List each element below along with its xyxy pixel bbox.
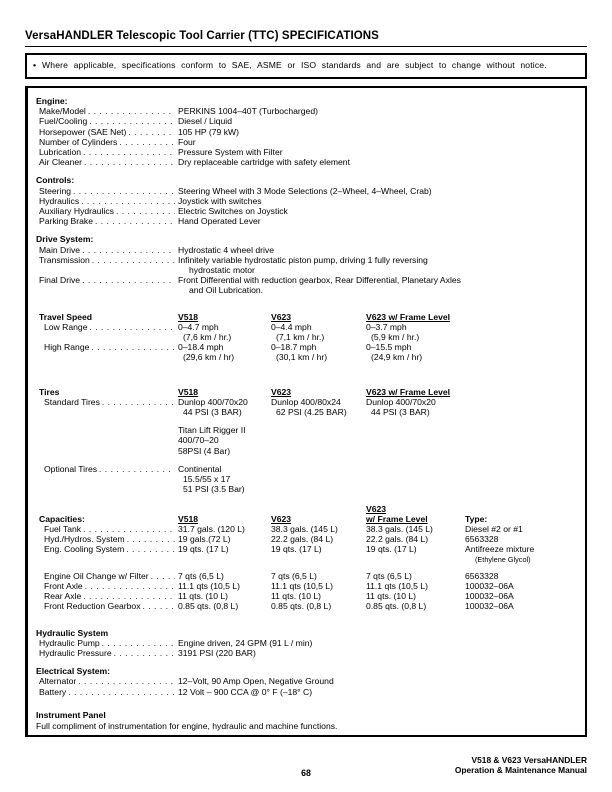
spec-label bbox=[36, 206, 178, 216]
cell-line: 0–4.4 mph bbox=[271, 321, 312, 332]
row-label-text: Front Reduction Gearbox bbox=[44, 601, 141, 612]
row-label-text: Eng. Cooling System bbox=[44, 544, 125, 555]
controls-section bbox=[36, 175, 579, 226]
row-label bbox=[36, 581, 178, 591]
section-heading: Controls: bbox=[36, 175, 75, 186]
col-header-type: Type: bbox=[465, 513, 488, 524]
travel-speed-table bbox=[36, 312, 579, 363]
spec-label-text: Transmission bbox=[39, 254, 90, 265]
dot-leader bbox=[102, 397, 175, 417]
spec-value-line: and Oil Lubrication. bbox=[189, 285, 264, 296]
row-label bbox=[36, 504, 178, 514]
dot-leader bbox=[102, 638, 175, 648]
section-heading: Drive System: bbox=[36, 234, 94, 245]
cell-line: (Ethylene Glycol) bbox=[475, 554, 531, 564]
drive-system-section bbox=[36, 234, 579, 295]
col-header-v623-frame-level: V623 w/ Frame Level bbox=[366, 311, 451, 322]
cell-type: 100032–06A bbox=[465, 601, 514, 612]
table-row bbox=[36, 524, 579, 534]
spec-value-line: hydrostatic motor bbox=[189, 265, 255, 276]
cell-v518: 19 gals.(72 L) bbox=[178, 534, 231, 545]
spec-label bbox=[36, 687, 178, 697]
spec-value: Dry replaceable cartridge with safety element bbox=[178, 157, 350, 168]
title-rule bbox=[25, 46, 587, 47]
col-header-v623: V623 bbox=[271, 386, 292, 397]
dot-leader bbox=[82, 245, 175, 255]
cell-type: 100032–06A bbox=[465, 580, 514, 591]
cell-v518: 11.1 qts (10,5 L) bbox=[178, 580, 240, 591]
table-title-cell bbox=[36, 312, 178, 322]
cell-v623: 22.2 gals. (84 L) bbox=[271, 534, 334, 545]
table-title: Travel Speed bbox=[39, 311, 93, 322]
table-row bbox=[36, 322, 579, 342]
spec-label bbox=[36, 676, 178, 686]
spec-value: Electric Switches on Joystick bbox=[178, 206, 288, 217]
spec-row bbox=[36, 687, 579, 697]
dot-leader bbox=[119, 137, 175, 147]
cell-titan bbox=[178, 425, 579, 456]
cell-v623: 11 qts. (10 L) bbox=[271, 591, 321, 602]
cell-line: 44 PSI (3 BAR) bbox=[371, 407, 430, 418]
table-row bbox=[36, 534, 579, 544]
cell-line: 0–3.7 mph bbox=[366, 321, 407, 332]
spec-value bbox=[178, 255, 579, 275]
dot-leader bbox=[99, 464, 175, 495]
spec-label-text: Auxiliary Hydraulics bbox=[39, 206, 114, 217]
spec-label bbox=[36, 275, 178, 295]
spec-label-text: Number of Cylinders bbox=[39, 136, 118, 147]
cell-line: Dunlop 400/80x24 bbox=[271, 396, 341, 407]
engine-section bbox=[36, 96, 579, 167]
table-title-cell bbox=[36, 387, 178, 397]
dot-leader bbox=[126, 544, 175, 564]
spec-label-text: Hydraulic Pump bbox=[39, 637, 100, 648]
cell-line: 62 PSI (4.25 BAR) bbox=[276, 407, 347, 418]
spec-label bbox=[36, 196, 178, 206]
page-title: VersaHANDLER Telescopic Tool Carrier (TTC) SPECIFICATIONS bbox=[25, 30, 379, 42]
spec-label-text: Fuel/Cooling bbox=[39, 116, 88, 127]
spec-row bbox=[36, 137, 579, 147]
spec-label-text: Main Drive bbox=[39, 244, 81, 255]
cell-line: (7,6 km / hr.) bbox=[183, 332, 232, 343]
tires-table bbox=[36, 387, 579, 495]
spec-row bbox=[36, 275, 579, 295]
notice-box bbox=[25, 53, 587, 79]
cell-v623 bbox=[271, 397, 366, 417]
spec-label-text: Alternator bbox=[39, 676, 77, 687]
col-header-frame-level: w/ Frame Level bbox=[366, 513, 428, 524]
dot-leader bbox=[85, 581, 175, 591]
notice-text: Where applicable, specifications conform to SAE, ASME or ISO standards and are subject to change without notice. bbox=[42, 60, 547, 70]
cell-line: Dunlop 400/70x20 bbox=[178, 396, 248, 407]
table-row bbox=[36, 591, 579, 601]
cell-v623-frame-level: 38.3 gals. (145 L) bbox=[366, 523, 433, 534]
hydraulic-system-section bbox=[36, 628, 579, 659]
row-label bbox=[36, 464, 178, 495]
spec-row bbox=[36, 638, 579, 648]
spec-label-text: Hydraulic Pressure bbox=[39, 647, 112, 658]
spec-row bbox=[36, 216, 579, 226]
spec-label-text: Lubrication bbox=[39, 147, 82, 158]
spec-label-text: Steering bbox=[39, 185, 72, 196]
cell-type: Diesel #2 or #1 bbox=[465, 523, 523, 534]
spec-value: 12 Volt – 900 CCA @ 0° F (–18° C) bbox=[178, 686, 313, 697]
cell-line: 44 PSI (3 BAR) bbox=[183, 407, 242, 418]
spec-label bbox=[36, 106, 178, 116]
spec-row bbox=[36, 255, 579, 275]
table-pre-header-row bbox=[36, 504, 579, 514]
spec-value: Pressure System with Filter bbox=[178, 147, 283, 158]
cell-line: (7,1 km / hr.) bbox=[276, 332, 325, 343]
spec-value: 3191 PSI (220 BAR) bbox=[178, 647, 256, 658]
footer-line: V518 & V623 VersaHANDLER bbox=[471, 755, 587, 765]
section-heading: Hydraulic System bbox=[36, 627, 109, 638]
spec-label bbox=[36, 137, 178, 147]
col-header-v518: V518 bbox=[178, 311, 199, 322]
spec-value: Hydrostatic 4 wheel drive bbox=[178, 244, 275, 255]
spec-row bbox=[36, 206, 579, 216]
spec-label bbox=[36, 186, 178, 196]
cell-v623-frame-level: 19 qts. (17 L) bbox=[366, 544, 417, 555]
table-row bbox=[36, 601, 579, 611]
spec-row bbox=[36, 186, 579, 196]
spec-row bbox=[36, 106, 579, 116]
spec-label bbox=[36, 147, 178, 157]
spec-label-text: Air Cleaner bbox=[39, 157, 82, 168]
bullet-icon: • bbox=[33, 60, 37, 70]
spec-value bbox=[178, 275, 579, 295]
cell-v623-frame-level: 0.85 qts. (0,8 L) bbox=[366, 601, 427, 612]
spec-row bbox=[36, 116, 579, 126]
dot-leader bbox=[78, 676, 175, 686]
table-row bbox=[36, 464, 579, 495]
table-row bbox=[36, 581, 579, 591]
row-label bbox=[36, 425, 178, 456]
col-header-v518: V518 bbox=[178, 513, 199, 524]
cell-v623-frame-level: 11.1 qts (10,5 L) bbox=[366, 580, 428, 591]
electrical-system-section bbox=[36, 666, 579, 697]
cell-type bbox=[465, 504, 579, 514]
cell-v518: 11 qts. (10 L) bbox=[178, 591, 228, 602]
cell-line: (29,6 km / hr) bbox=[183, 352, 235, 363]
cell-optional bbox=[178, 464, 579, 495]
cell-v518: 0.85 qts. (0,8 L) bbox=[178, 601, 239, 612]
dot-leader bbox=[114, 648, 175, 658]
cell-line: 0–4.7 mph bbox=[178, 321, 219, 332]
table-row bbox=[36, 544, 579, 564]
cell-v623-frame-level bbox=[366, 342, 465, 362]
cell-v518: 31.7 gals. (120 L) bbox=[178, 523, 245, 534]
spec-box bbox=[25, 86, 587, 737]
dot-leader bbox=[81, 196, 175, 206]
spec-label bbox=[36, 127, 178, 137]
page-number: 68 bbox=[301, 768, 311, 778]
spec-row bbox=[36, 245, 579, 255]
row-label bbox=[36, 571, 178, 581]
dot-leader bbox=[127, 534, 175, 544]
cell-v623 bbox=[271, 342, 366, 362]
instrument-panel-text: Full compliment of instrumentation for engine, hydraulic and machine functions. bbox=[36, 720, 338, 731]
cell-v623 bbox=[271, 504, 366, 514]
cell-v623-frame-level: 11 qts. (10 L) bbox=[366, 591, 416, 602]
dot-leader bbox=[92, 255, 175, 275]
cell-line: Antifreeze mixture bbox=[465, 544, 535, 555]
spec-label-text: Parking Brake bbox=[39, 216, 93, 227]
col-header-v623: V623 bbox=[271, 311, 292, 322]
table-header-row bbox=[36, 514, 579, 524]
spec-value-line: Front Differential with reduction gearbox, Rear Differential, Planetary Axles bbox=[178, 275, 461, 286]
row-label bbox=[36, 322, 178, 342]
spec-row bbox=[36, 157, 579, 167]
table-header-row bbox=[36, 312, 579, 322]
spec-label bbox=[36, 648, 178, 658]
cell-line: (5,9 km / hr.) bbox=[371, 332, 420, 343]
cell-v623-frame-level bbox=[366, 322, 465, 342]
spec-row bbox=[36, 648, 579, 658]
spec-row bbox=[36, 196, 579, 206]
row-label-text: Standard Tires bbox=[44, 396, 100, 407]
cell-type: 6563328 bbox=[465, 570, 499, 581]
cell-v623-frame-level bbox=[366, 397, 465, 417]
cell-v518: 19 qts. (17 L) bbox=[178, 544, 229, 555]
dot-leader bbox=[88, 106, 175, 116]
row-label-text: Low Range bbox=[44, 321, 88, 332]
cell-v623: 38.3 gals. (145 L) bbox=[271, 523, 338, 534]
cell-line: 51 PSI (3.5 Bar) bbox=[183, 484, 245, 495]
cell-type bbox=[465, 544, 579, 564]
dot-leader bbox=[128, 127, 175, 137]
cell-v623: 0.85 qts. (0,8 L) bbox=[271, 601, 332, 612]
dot-leader bbox=[84, 157, 175, 167]
spec-label bbox=[36, 216, 178, 226]
table-title: Tires bbox=[39, 386, 60, 397]
cell-line: (24,9 km / hr) bbox=[371, 352, 423, 363]
dot-leader bbox=[91, 342, 175, 362]
cell-v623-frame-level: 7 qts (6,5 L) bbox=[366, 570, 412, 581]
footer-line: Operation & Maintenance Manual bbox=[454, 764, 587, 775]
cell-line: (30,1 km / hr) bbox=[276, 352, 328, 363]
cell-v518 bbox=[178, 504, 271, 514]
table-header-row bbox=[36, 387, 579, 397]
cell-line: 400/70–20 bbox=[178, 435, 219, 446]
spec-label bbox=[36, 638, 178, 648]
row-label bbox=[36, 342, 178, 362]
cell-v623: 19 qts. (17 L) bbox=[271, 544, 322, 555]
row-label bbox=[36, 601, 178, 611]
spec-value: Diesel / Liquid bbox=[178, 116, 232, 127]
cell-line: 0–15.5 mph bbox=[366, 342, 412, 353]
cell-type: 100032–06A bbox=[465, 591, 514, 602]
spec-label bbox=[36, 157, 178, 167]
row-label bbox=[36, 591, 178, 601]
cell-type: 6563328 bbox=[465, 534, 499, 545]
cell-v623-frame-level: 22.2 gals. (84 L) bbox=[366, 534, 429, 545]
row-label-text: Hyd./Hydros. System bbox=[44, 534, 125, 545]
table-title-cell bbox=[36, 514, 178, 524]
instrument-panel-section bbox=[36, 710, 579, 731]
dot-leader bbox=[89, 116, 175, 126]
row-label-text: Rear Axle bbox=[44, 591, 82, 602]
row-label-text: Fuel Tank bbox=[44, 523, 82, 534]
spec-value: Hand Operated Lever bbox=[178, 216, 261, 227]
cell-line: Titan Lift Rigger II bbox=[178, 425, 246, 436]
cell-v518: 7 qts (6,5 L) bbox=[178, 570, 224, 581]
table-row bbox=[36, 397, 579, 417]
dot-leader bbox=[151, 571, 175, 581]
spec-label-text: Final Drive bbox=[39, 275, 81, 286]
spec-row bbox=[36, 127, 579, 137]
dot-leader bbox=[82, 275, 175, 295]
dot-leader bbox=[73, 186, 175, 196]
spec-value: 105 HP (79 kW) bbox=[178, 126, 239, 137]
cell-line: 15.5/55 x 17 bbox=[183, 474, 231, 485]
cell-v623 bbox=[271, 322, 366, 342]
spec-label-text: Hydraulics bbox=[39, 195, 80, 206]
table-row bbox=[36, 342, 579, 362]
dot-leader bbox=[68, 687, 175, 697]
cell-line: 58PSI (4 Bar) bbox=[178, 445, 231, 456]
row-label bbox=[36, 534, 178, 544]
spec-label-text: Battery bbox=[39, 686, 67, 697]
dot-leader bbox=[143, 601, 176, 611]
dot-leader bbox=[89, 322, 175, 342]
section-heading: Electrical System: bbox=[36, 666, 111, 677]
col-header-v518: V518 bbox=[178, 386, 199, 397]
cell-v623: 11.1 qts (10,5 L) bbox=[271, 580, 333, 591]
spec-value: Steering Wheel with 3 Mode Selections (2–Wheel, 4–Wheel, Crab) bbox=[178, 185, 432, 196]
spec-value: 12–Volt, 90 Amp Open, Negative Ground bbox=[178, 676, 334, 687]
row-label bbox=[36, 397, 178, 417]
cell-line: 0–18.4 mph bbox=[178, 342, 224, 353]
col-header-v623-frame-level: V623 w/ Frame Level bbox=[366, 386, 451, 397]
table-row bbox=[36, 571, 579, 581]
col-header-v623: V623 bbox=[271, 513, 292, 524]
cell-line: Continental bbox=[178, 463, 222, 474]
spec-label-text: Make/Model bbox=[39, 106, 86, 117]
section-heading: Instrument Panel bbox=[36, 709, 106, 720]
spec-value: Engine driven, 24 GPM (91 L / min) bbox=[178, 637, 313, 648]
row-label bbox=[36, 524, 178, 534]
cell-line: 0–18.7 mph bbox=[271, 342, 317, 353]
row-label bbox=[36, 544, 178, 564]
spec-row bbox=[36, 676, 579, 686]
cell-line: Dunlop 400/70x20 bbox=[366, 396, 436, 407]
spec-value: Joystick with switches bbox=[178, 195, 262, 206]
dot-leader bbox=[83, 524, 175, 534]
capacities-table bbox=[36, 504, 579, 612]
spec-value-line: Infinitely variable hydrostatic piston pump, driving 1 fully reversing bbox=[178, 254, 428, 265]
cell-v623: 7 qts (6,5 L) bbox=[271, 570, 317, 581]
spec-label bbox=[36, 255, 178, 275]
dot-leader bbox=[95, 216, 175, 226]
dot-leader bbox=[116, 206, 175, 216]
spec-row bbox=[36, 147, 579, 157]
spec-label-text: Horsepower (SAE Net) bbox=[39, 126, 127, 137]
spec-label bbox=[36, 245, 178, 255]
row-label-text: Engine Oil Change w/ Filter bbox=[44, 570, 149, 581]
dot-leader bbox=[83, 591, 175, 601]
cell-v518 bbox=[178, 342, 271, 362]
cell-v518 bbox=[178, 322, 271, 342]
titan-tire-block bbox=[36, 425, 579, 456]
row-label-text: High Range bbox=[44, 342, 90, 353]
cell-v518 bbox=[178, 397, 271, 417]
spec-value: PERKINS 1004–40T (Turbocharged) bbox=[178, 106, 318, 117]
row-label-text: Front Axle bbox=[44, 580, 83, 591]
row-label-text: Optional Tires bbox=[44, 463, 98, 474]
table-title: Capacities: bbox=[39, 513, 85, 524]
section-heading: Engine: bbox=[36, 96, 68, 106]
spec-value: Four bbox=[178, 136, 196, 147]
spec-label bbox=[36, 116, 178, 126]
col-header-v623-upper: V623 bbox=[366, 503, 387, 514]
dot-leader bbox=[83, 147, 175, 157]
